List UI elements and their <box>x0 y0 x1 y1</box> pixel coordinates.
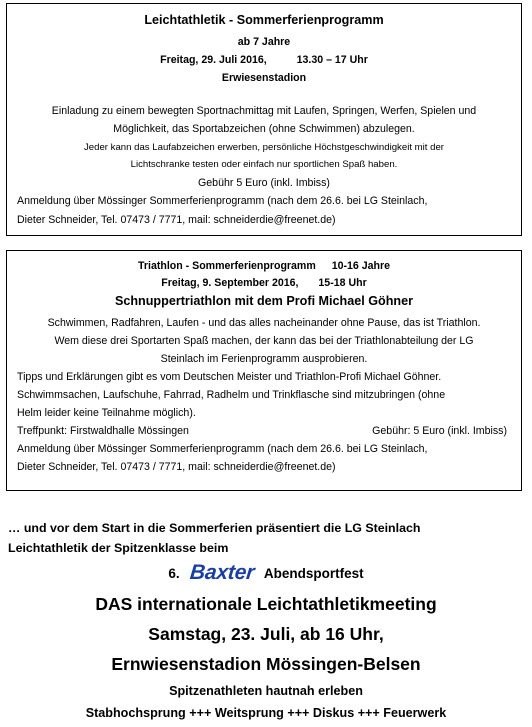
box1-registration-line2: Dieter Schneider, Tel. 07473 / 7771, mail: schneiderdie@freenet.de) <box>17 214 336 226</box>
box2-headline: Schnuppertriathlon mit dem Profi Michael Göhner <box>114 294 414 308</box>
event-subtitle: DAS internationale Leichtathletikmeeting <box>95 594 437 614</box>
event-disciplines: Stabhochsprung +++ Weitsprung +++ Diskus +++ Feuerwerk <box>85 706 447 720</box>
box1-details-line2: Lichtschranke testen oder einfach nur sportlichen Spaß haben. <box>130 159 398 170</box>
box2-age: 10-16 Jahre <box>331 260 390 272</box>
event-name-row <box>0 561 532 585</box>
box1-intro-line2: Möglichkeit, das Sportabzeichen (ohne Schwimmen) abzulegen. <box>113 123 415 135</box>
box2-fee: Gebühr: 5 Euro (inkl. Imbiss) <box>372 425 507 437</box>
box1-fee: Gebühr 5 Euro (inkl. Imbiss) <box>198 177 330 189</box>
box2-tips-line3: Helm leider keine Teilnahme möglich). <box>17 407 196 419</box>
event-tagline: Spitzenathleten hautnah erleben <box>169 684 363 698</box>
box1-age: ab 7 Jahre <box>237 36 291 48</box>
box2-date: Freitag, 9. September 2016, <box>161 277 299 289</box>
summer-program-triathlon-box <box>6 250 522 491</box>
box2-meeting-point: Treffpunkt: Firstwaldhalle Mössingen <box>17 425 189 437</box>
event-date: Samstag, 23. Juli, ab 16 Uhr, <box>148 624 384 644</box>
box2-registration-line1: Anmeldung über Mössinger Sommerferienprogramm (nach dem 26.6. bei LG Steinlach, <box>17 443 428 455</box>
box1-details-line1: Jeder kann das Laufabzeichen erwerben, persönliche Höchstgeschwindigkeit mit der <box>84 142 444 153</box>
box2-intro-line2: Wem diese drei Sportarten Spaß machen, der kann das bei der Triathlonabteilung der LG <box>54 335 474 347</box>
box1-date-time <box>7 53 521 67</box>
event-intro-line2: Leichtathletik der Spitzenklasse beim <box>8 541 229 555</box>
box2-date-time <box>7 276 521 290</box>
box1-date: Freitag, 29. Juli 2016, <box>160 54 267 66</box>
box2-intro-line3: Steinlach im Ferienprogramm ausprobieren. <box>160 353 368 365</box>
summer-program-athletics-box <box>6 3 522 236</box>
box2-title: Triathlon - Sommerferienprogramm <box>138 260 316 272</box>
box2-tips-line1: Tipps und Erklärungen gibt es vom Deutschen Meister und Triathlon-Profi Michael Göhner. <box>17 371 442 383</box>
box1-venue: Erwiesenstadion <box>221 72 307 84</box>
box1-title: Leichtathletik - Sommerferienprogramm <box>144 13 384 27</box>
box1-time: 13.30 – 17 Uhr <box>296 54 368 66</box>
event-edition: 6. <box>168 565 180 581</box>
box2-title-row <box>7 259 521 273</box>
event-name: Abendsportfest <box>263 565 364 581</box>
box2-time: 15-18 Uhr <box>318 277 367 289</box>
box1-intro-line1: Einladung zu einem bewegten Sportnachmittag mit Laufen, Springen, Werfen, Spielen und <box>51 105 477 117</box>
box1-registration-line1: Anmeldung über Mössinger Sommerferienprogramm (nach dem 26.6. bei LG Steinlach, <box>17 195 428 207</box>
box2-tips-line2: Schwimmsachen, Laufschuhe, Fahrrad, Radhelm und Trinkflasche sind mitzubringen (ohne <box>17 389 446 401</box>
event-intro-line1: … und vor dem Start in die Sommerferien präsentiert die LG Steinlach <box>8 521 421 535</box>
event-venue: Ernwiesenstadion Mössingen-Belsen <box>111 654 421 674</box>
baxter-logo: Baxter <box>188 561 256 584</box>
box2-registration-line2: Dieter Schneider, Tel. 07473 / 7771, mail: schneiderdie@freenet.de) <box>17 461 336 473</box>
box2-meeting-fee-row <box>7 424 521 438</box>
box2-intro-line1: Schwimmen, Radfahren, Laufen - und das alles nacheinander ohne Pause, das ist Triathlon. <box>47 317 481 329</box>
